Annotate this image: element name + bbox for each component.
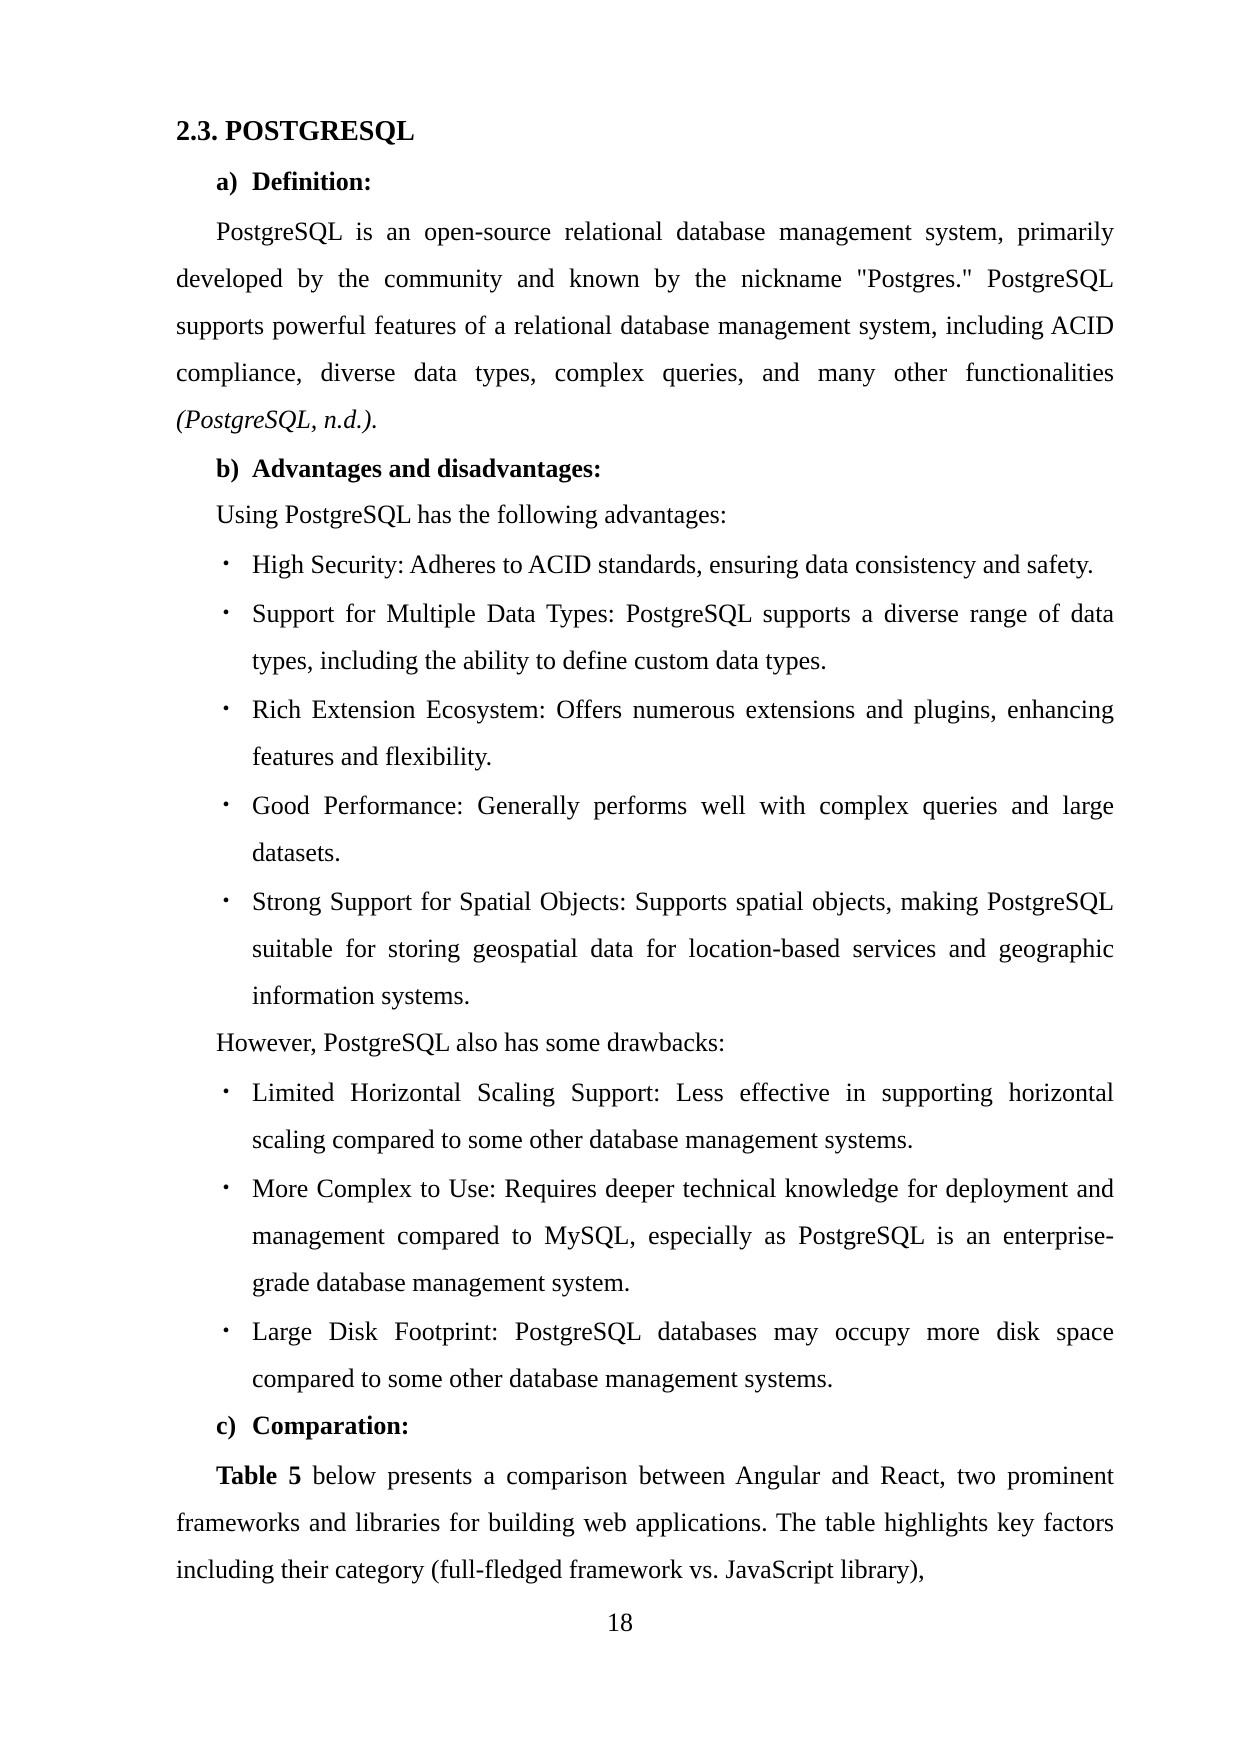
list-item-text: Limited Horizontal Scaling Support: Less effective in supporting horizontal scaling compared to some other database management systems. <box>252 1078 1114 1154</box>
list-item-text: Large Disk Footprint: PostgreSQL databases may occupy more disk space compared to some other database management systems. <box>252 1317 1114 1393</box>
subheading-definition <box>216 162 1114 202</box>
comparation-text: below presents a comparison between Angular and React, two prominent frameworks and libraries for building web applications. The table highlights key factors including their category (full-fledged framework vs. JavaScript library), <box>176 1461 1114 1584</box>
drawbacks-intro: However, PostgreSQL also has some drawbacks: <box>216 1028 726 1057</box>
subheading-text: Advantages and disadvantages: <box>252 454 602 483</box>
list-item <box>176 590 1114 684</box>
bullet-icon: • <box>222 890 230 912</box>
list-item-text: More Complex to Use: Requires deeper technical knowledge for deployment and management compared to MySQL, especially as PostgreSQL is an enterprise-grade database management system. <box>252 1174 1114 1297</box>
subheading-advantages <box>216 449 1114 489</box>
page-number: 18 <box>607 1608 633 1637</box>
drawbacks-list <box>176 1069 1114 1402</box>
page-content <box>176 112 1114 1599</box>
list-item-text: Good Performance: Generally performs well with complex queries and large datasets. <box>252 791 1114 867</box>
bullet-icon: • <box>222 553 230 575</box>
list-item <box>176 541 1114 588</box>
table-reference: Table 5 <box>216 1461 302 1490</box>
list-item <box>176 1308 1114 1402</box>
list-item <box>176 1069 1114 1163</box>
bullet-icon: • <box>222 1320 230 1342</box>
subheading-text: Comparation: <box>252 1411 410 1440</box>
subheading-comparation <box>216 1406 1114 1446</box>
subheading-letter: a) <box>216 167 238 196</box>
section-title: 2.3. POSTGRESQL <box>176 116 415 147</box>
list-item-text: Support for Multiple Data Types: PostgreSQL supports a diverse range of data types, including the ability to define custom data types. <box>252 599 1114 675</box>
definition-text: PostgreSQL is an open-source relational database management system, primarily developed by the community and known by the nickname "Postgres." PostgreSQL supports powerful features of a relational database management system, including ACID compliance, diverse data types, complex queries, and many other functionalities <box>176 217 1114 387</box>
citation: (PostgreSQL, n.d.). <box>176 405 378 434</box>
list-item <box>176 1165 1114 1306</box>
bullet-icon: • <box>222 602 230 624</box>
advantages-list <box>176 541 1114 1019</box>
subheading-letter: c) <box>216 1411 237 1440</box>
bullet-icon: • <box>222 1081 230 1103</box>
definition-paragraph <box>176 208 1114 443</box>
list-item <box>176 878 1114 1019</box>
list-item <box>176 782 1114 876</box>
subheading-text: Definition: <box>252 167 372 196</box>
list-item-text: Strong Support for Spatial Objects: Supports spatial objects, making PostgreSQL suitable for storing geospatial data for location-based services and geographic information systems. <box>252 887 1114 1010</box>
subheading-letter: b) <box>216 454 240 483</box>
list-item <box>176 686 1114 780</box>
bullet-icon: • <box>222 1177 230 1199</box>
advantages-intro: Using PostgreSQL has the following advantages: <box>216 500 728 529</box>
list-item-text: High Security: Adheres to ACID standards, ensuring data consistency and safety. <box>252 550 1094 579</box>
bullet-icon: • <box>222 698 230 720</box>
comparation-paragraph <box>176 1452 1114 1593</box>
bullet-icon: • <box>222 794 230 816</box>
list-item-text: Rich Extension Ecosystem: Offers numerous extensions and plugins, enhancing features and flexibility. <box>252 695 1114 771</box>
